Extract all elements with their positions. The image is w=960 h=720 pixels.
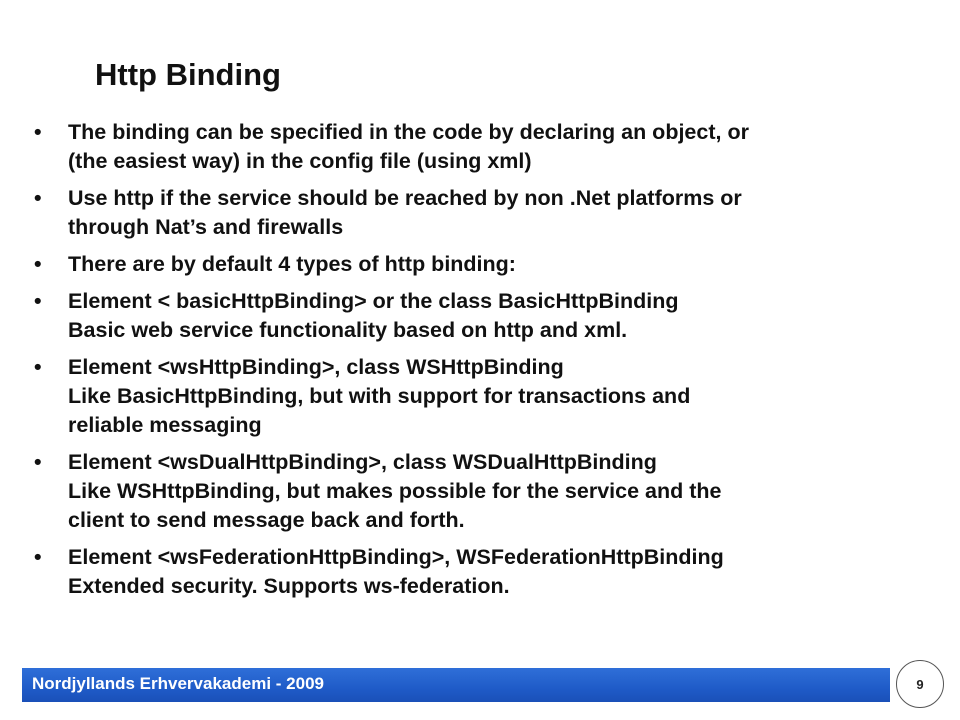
bullet-text-line: (the easiest way) in the config file (using xml): [68, 149, 532, 173]
bullet-dot-icon: •: [34, 186, 42, 210]
bullet-item: [34, 250, 934, 279]
page-number: 9: [896, 660, 944, 708]
bullet-item: [34, 448, 934, 535]
bullet-dot-icon: •: [34, 120, 42, 144]
bullet-text-line: Element <wsFederationHttpBinding>, WSFederationHttpBinding: [68, 545, 724, 569]
footer-bar: [22, 668, 890, 702]
slide-title: Http Binding: [95, 57, 281, 92]
bullet-item: [34, 118, 934, 176]
bullet-text-line: Like WSHttpBinding, but makes possible for the service and the: [68, 479, 722, 503]
bullet-text-line: Basic web service functionality based on http and xml.: [68, 318, 628, 342]
bullet-item: [34, 353, 934, 440]
bullet-text-line: Element <wsHttpBinding>, class WSHttpBinding: [68, 355, 564, 379]
bullet-text-line: client to send message back and forth.: [68, 508, 465, 532]
bullet-text-line: Like BasicHttpBinding, but with support for transactions and: [68, 384, 691, 408]
footer-text: Nordjyllands Erhvervakademi - 2009: [32, 674, 324, 693]
bullet-text-line: Element <wsDualHttpBinding>, class WSDualHttpBinding: [68, 450, 657, 474]
bullet-text-line: reliable messaging: [68, 413, 262, 437]
bullet-text-line: Extended security. Supports ws-federation.: [68, 574, 510, 598]
bullet-item: [34, 543, 934, 601]
bullet-text-line: Use http if the service should be reached by non .Net platforms or: [68, 186, 742, 210]
bullet-dot-icon: •: [34, 355, 42, 379]
bullet-dot-icon: •: [34, 545, 42, 569]
bullet-text-line: The binding can be specified in the code by declaring an object, or: [68, 120, 749, 144]
bullet-dot-icon: •: [34, 289, 42, 313]
bullet-text-line: There are by default 4 types of http binding:: [68, 252, 516, 276]
bullet-item: [34, 184, 934, 242]
bullet-text-line: through Nat’s and firewalls: [68, 215, 344, 239]
bullet-dot-icon: •: [34, 450, 42, 474]
bullet-dot-icon: •: [34, 252, 42, 276]
bullet-text-line: Element < basicHttpBinding> or the class BasicHttpBinding: [68, 289, 679, 313]
bullet-list: [34, 118, 934, 609]
bullet-item: [34, 287, 934, 345]
